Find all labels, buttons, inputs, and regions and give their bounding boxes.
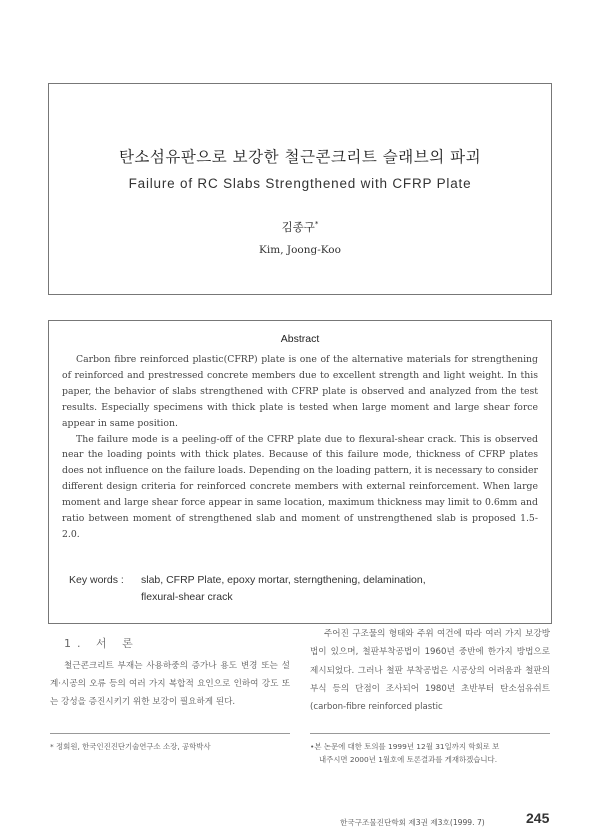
paper-title-korean: 탄소섬유판으로 보강한 철근콘크리트 슬래브의 파괴: [118, 148, 482, 166]
abstract-paragraph: Carbon fibre reinforced plastic(CFRP) plate is one of the alternative materials for strengthening of reinforced and prestressed concrete members due to excellent strength and light weight. In this paper, the behavior of slabs strengthened with CFRP plate is observed and analyzed from the test results. Especially specimens with thick plate is tested when large moment and large shear force appear in same position.: [62, 354, 538, 429]
discussion-footnote-line-1: •본 논문에 대한 토의를 1999년 12월 31일까지 학회로 보: [310, 742, 500, 751]
keywords-line-1: slab, CFRP Plate, epoxy mortar, sterngthening, delamination,: [141, 574, 426, 586]
body-paragraph: 주어진 구조물의 형태와 주위 여건에 따라 여러 가지 보강방법이 있으며, 철판부착공법이 1960년 중반에 한가지 방법으로 제시되었다. 그러나 철판 부착공법은 시공상의 어려움과 철판의 부식 등의 단점이 조사되어 1980년 초반부터 탄소섬유쉬트(carbon-fibre reinforced plastic: [310, 629, 550, 713]
footnote-divider-left: [50, 733, 290, 734]
title-box: [48, 83, 552, 295]
keywords: [69, 572, 539, 606]
page-number: 245: [526, 810, 550, 826]
journal-footer: 한국구조물진단학회 제3권 제3호(1999. 7): [340, 818, 485, 827]
body-paragraph: 철근콘크리트 부재는 사용하중의 증가나 용도 변경 또는 설계·시공의 오류 등의 여러 가지 복합적 요인으로 인하여 강도 또는 강성을 증진시키기 위한 보강이 필요하게 된다.: [50, 661, 290, 708]
keywords-line-2: flexural-shear crack: [141, 591, 233, 603]
author-english: Kim, Joong-Koo: [259, 244, 341, 256]
abstract-heading: Abstract: [280, 333, 320, 345]
abstract-paragraph: The failure mode is a peeling-off of the CFRP plate due to flexural-shear crack. This is observed near the loading points with thick plates. Because of this failure mode, thickness of CFRP plates does not influence on the failure loads. Depending on the loading pattern, it is necessary to consider different design criteria for reinforced concrete members with external reinforcement. When large moment and large shear force appear in same location, maximum thickness may limit to 0.6mm and ratio between moment of strengthened slab and moment of unstrengthened slab is proposed 1.5-2.0.: [62, 433, 538, 540]
author-korean: [49, 219, 551, 235]
author-korean-name: 김종구: [281, 220, 315, 234]
author-footnote-mark: *: [314, 220, 319, 229]
right-column-text: [310, 625, 550, 716]
discussion-footnote: [310, 740, 555, 766]
left-column-text: [50, 657, 290, 712]
abstract-box: [48, 320, 552, 624]
keywords-label: Key words :: [69, 574, 124, 586]
discussion-footnote-line-2: 내주시면 2000년 1월호에 토론결과를 게재하겠습니다.: [319, 755, 498, 764]
abstract-body: [62, 352, 538, 543]
author-affiliation-footnote: * 정회원, 한국인진진단기술연구소 소장, 공학박사: [50, 742, 211, 751]
footnote-divider-right: [310, 733, 550, 734]
paper-title-english: Failure of RC Slabs Strengthened with CFRP Plate: [128, 176, 472, 191]
section-heading-introduction: 1. 서 론: [64, 637, 139, 650]
